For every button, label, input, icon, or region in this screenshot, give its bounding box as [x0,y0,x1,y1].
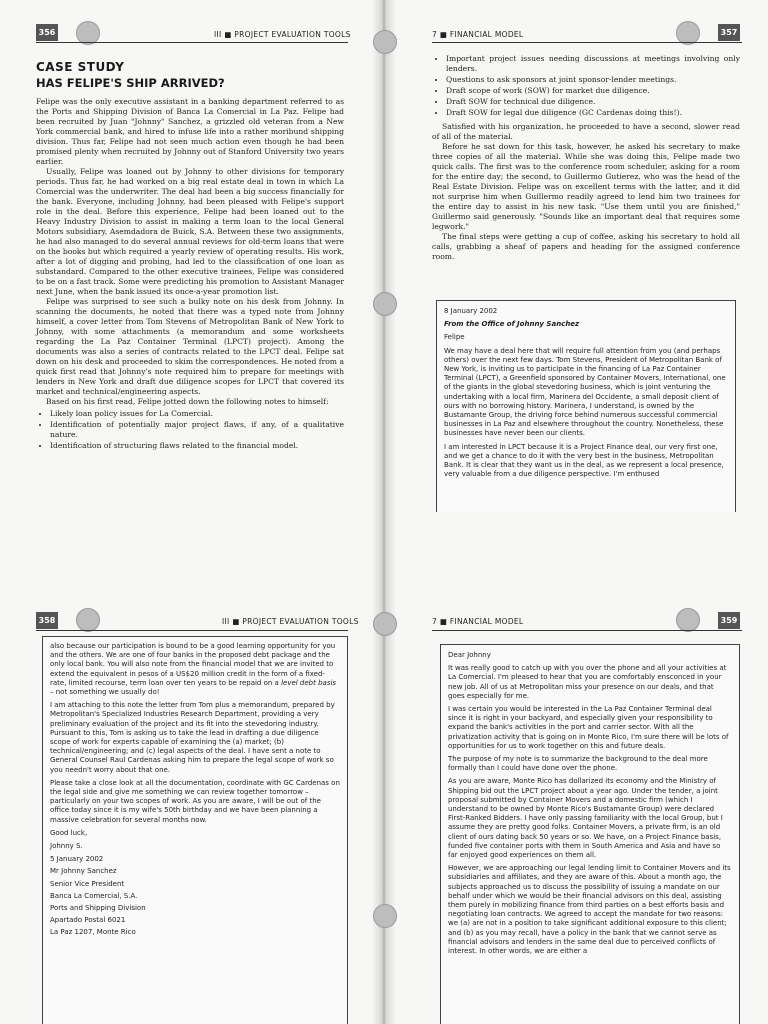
letter-paragraph: The purpose of my note is to summarize the background to the deal more formally than I could have done over the phone. [448,755,708,773]
bottom-spread [0,512,768,1024]
notes-list [432,54,740,118]
notes-list [36,409,344,451]
page-356 [0,0,384,512]
list-item: • Important project issues needing discussions at meetings involving only lenders. [446,54,740,74]
list-item: • Draft SOW for legal due diligence (GC Cardenas doing this!). [446,108,740,118]
memo-text: also because our participation is bound to be a good learning opportunity for you and the others. We are one of four banks in the proposed debt package and the only local bank. You will also note from the financial model that we are invited to extend the equivalent in pesos of a US$20 million credit in the form of a fixed-rate, limited recourse, term loan over ten years to be repaid on a [50,642,336,687]
address-line: 5 January 2002 [50,855,104,864]
letter-salutation: Dear Johnny [448,651,491,659]
case-body [36,97,344,455]
paragraph: Felipe was surprised to see such a bulky note on his desk from Johnny. In scanning the documents, he noted that there was a typed note from Johnny himself, a cover letter from Tom Stevens of Metropolitan Bank of New York to Johnny, with some attachments (a memorandum and some worksheets regarding the La Paz Container Terminal (LPCT) project). Among the documents was also a series of contracts related to the LPCT deal. Felipe sat down on his desk and proceeded to skim the correspondences. He noted from a quick first read that Johnny's note required him to prepare for meetings with lenders in New York and draft due diligence scopes for LPCT that covered its market and technical/engineering aspects. [36,297,344,396]
address-line: La Paz 1207, Monte Rico [50,928,136,937]
binder-hole [373,30,397,54]
book-gutter [372,0,396,512]
running-head: 7 ■ FINANCIAL MODEL [432,30,524,39]
memo-signature: Johnny S. [50,842,83,851]
header-rule [36,42,348,43]
header-rule [36,630,348,631]
case-study-label: CASE STUDY [36,60,125,74]
address-block [50,855,340,937]
paragraph: Satisfied with his organization, he proceeded to have a second, slower read of all of the material. [432,122,740,141]
paragraph: Before he sat down for this task, however, he asked his secretary to make three copies of all the material. While she was doing this, Felipe made two quick calls. The first was to the conference room scheduler, asking for a room for the entire day; the second, to Guillermo Gutierez, who was the head of the Real Estate Division. Felipe was on excellent terms with the latter, and it did not surprise him when Guillermo readily agreed to lend him two trainees for the entire day to assist in his new task. "Use them until you are finished," Guillermo said generously. "Sounds like an important deal that requires some legwork." [432,142,740,231]
memo-paragraph: We may have a deal here that will require full attention from you (and perhaps others) over the next few days. Tom Stevens, President of Metropolitan Bank of New York, is inviting us to participate in the financing of La Paz Container Terminal (LPCT), a Greenfield sponsored by Container Movers, International, one of the giants in the global stevedoring business, which is joint venturing the undertaking with a local firm, Marinera del Occidente, a small deposit client of ours with no borrowing history. Marinera, I understand, is owned by the Bustamante Group, the driving force behind numerous successful commercial businesses in La Paz and elsewhere throughout the country. Nonetheless, these businesses have never been our clients. [444,346,726,438]
book-gutter [372,512,396,1024]
folio-badge: 358 [36,612,58,629]
page-359 [384,512,768,1024]
header-rule [432,42,742,43]
folio-badge: 356 [36,24,58,41]
list-item: • Identification of potentially major project flaws, if any, of a qualitative nature. [50,420,344,440]
binder-hole [76,608,100,632]
address-line: Mr Johnny Sanchez [50,867,117,876]
address-line: Ports and Shipping Division [50,904,146,913]
memo-text: – not something we usually do! [50,688,160,697]
address-line: Senior Vice President [50,879,125,888]
folio-badge: 359 [718,612,740,629]
paragraph: The final steps were getting a cup of coffee, asking his secretary to hold all calls, grabbing a sheaf of papers and heading for the assigned conference room. [432,232,740,261]
running-head: 7 ■ FINANCIAL MODEL [432,617,524,626]
memo-paragraph [50,642,340,697]
list-item: • Likely loan policy issues for La Comercial. [50,409,344,419]
binder-hole [373,292,397,316]
letter-paragraph: However, we are approaching our legal lending limit to Container Movers and its subsidiaries and affiliates, and they are aware of this. About a month ago, the subjects approached us to discuss the possibility of issuing a mandate on our behalf under which we would be their financial advisors on this deal, assisting them purely in mobilizing finance from third parties on a best efforts basis and negotiating loan contracts. We agreed to accept the mandate for two reasons: we (a) are not in a position to take significant additional exposure to this client; and (b) as you may recall, have a policy in the bank that we cannot serve as financial advisors and lenders in the same deal due to perceived conflicts of interest. In other words, we are either a [448,864,731,956]
paragraph: Felipe was the only executive assistant in a banking department referred to as the Ports and Shipping Division of Banca La Comercial in La Paz. Felipe had been recruited by Juan "Johnny" Sanchez, a grizzled old veteran from a New York commercial bank, and hired to infuse life into a rather moribund shipping division. Thus far, Felipe had not seen much action even though he had been promised plenty when recruited by Johnny out of Stanford University two years earlier. [36,97,344,166]
emphasis-text: level debt basis [281,678,337,687]
case-study-title: HAS FELIPE'S SHIP ARRIVED? [36,76,225,90]
memo-paragraph: Please take a close look at all the documentation, coordinate with GC Cardenas on the legal side and give me something we can review together tomorrow – particularly on your two scopes of work. As you are aware, I will be out of the office today since it is my wife's 50th birthday and we have been planning a massive celebration for several months now. [50,778,340,824]
letter-paragraph: I was certain you would be interested in the La Paz Container Terminal deal since it is right in your backyard, and especially given your responsibility to expand the bank's activities in the port and carrier sector. With all the privatization activity that is going on in Monte Rico, I'm sure there will be lots of opportunities for us to work together on this and future deals. [448,705,729,750]
binder-hole [373,904,397,928]
running-head: III ■ PROJECT EVALUATION TOOLS [214,30,351,39]
page-357 [384,0,768,512]
memo-salutation: Felipe [444,333,465,342]
paragraph: Based on his first read, Felipe jotted down the following notes to himself: [46,397,329,406]
letter-box [440,644,740,1024]
list-item: • Questions to ask sponsors at joint sponsor-lender meetings. [446,75,740,85]
address-line: Banca La Comercial, S.A. [50,891,138,900]
folio-badge: 357 [718,24,740,41]
list-item: • Draft SOW for technical due diligence. [446,97,740,107]
header-rule [432,630,742,631]
memo-date: 8 January 2002 [444,307,498,315]
binder-hole [676,608,700,632]
address-line: Apartado Postal 6021 [50,916,126,925]
letter-paragraph: It was really good to catch up with you over the phone and all your activities at La Comercial. I'm pleased to hear that you are comfortably ensconced in your new job. All of us at Metropolitan miss your presence on our deals, and that goes especially for me. [448,664,727,700]
binder-hole [373,612,397,636]
case-body-continued [432,54,740,262]
letter-paragraph: As you are aware, Monte Rico has dollarized its economy and the Ministry of Shipping bid out the LPCT project about a year ago. Under the tender, a joint proposal submitted by Container Movers and a domestic firm (which I understand to be owned by Monte Rico's Bustamante Group) were declared First-Ranked Bidders. I have only passing familiarity with the local Group, but I assume they are pretty good folks. Container Movers, a private firm, is an old client of ours dating back 50 years or so. We have, on a Project Finance basis, funded five container ports with them in South America and Asia and have so far enjoyed good experiences on them all. [448,777,723,860]
page-358 [0,512,384,1024]
memo-closing: Good luck, [50,828,88,837]
memo-paragraph: I am attaching to this note the letter from Tom plus a memorandum, prepared by Metropolitan's Specialized Industries Research Department, providing a very preliminary evaluation of the project and its fit into the stevedoring industry. Pursuant to this, Tom is asking us to take the lead in drafting a due diligence scope of work for experts capable of examining the (a) market; (b) technical/engineering; and (c) legal aspects of the deal. I have sent a note to General Counsel Raul Cardenas asking him to prepare the legal scope of work so you needn't worry about that one. [50,701,335,774]
running-head: III ■ PROJECT EVALUATION TOOLS [222,617,359,626]
memo-box [436,300,736,512]
memo-from: From the Office of Johnny Sanchez [444,320,580,329]
memo-box [42,636,348,1024]
list-item: • Identification of structuring flaws related to the financial model. [50,441,344,451]
list-item: • Draft scope of work (SOW) for market due diligence. [446,86,740,96]
paragraph: Usually, Felipe was loaned out by Johnny to other divisions for temporary periods. Thus far, he had worked on a big real estate deal in town in which La Comercial was the underwriter. The deal had been a big success financially for the bank. Everyone, including Johnny, had been pleased with Felipe's support role in the deal. Before this experience, Felipe had been loaned out to the Heavy Industry Division to assist in making a term loan to the local General Motors subsidiary, Asemdadora de Buick, S.A. Between these two assignments, he had also managed to do several annual reviews for old-term loans that were on the books but which required a yearly review of operating results. His work, after a lot of digging and probing, had led to the classification of one loan as substandard. Compared to the other executive trainees, Felipe was considered to be on a fast track. Some were predicting his promotion to Assistant Manager next June, when the bank issued its once-a-year promotion list. [36,167,344,296]
memo-paragraph: I am interested in LPCT because it is a Project Finance deal, our very first one, and we get a chance to do it with the very best in the business, Metropolitan Bank. It is clear that they want us in the deal, as we represent a local presence, very valuable from a due diligence perspective. I'm enthused [444,442,724,479]
